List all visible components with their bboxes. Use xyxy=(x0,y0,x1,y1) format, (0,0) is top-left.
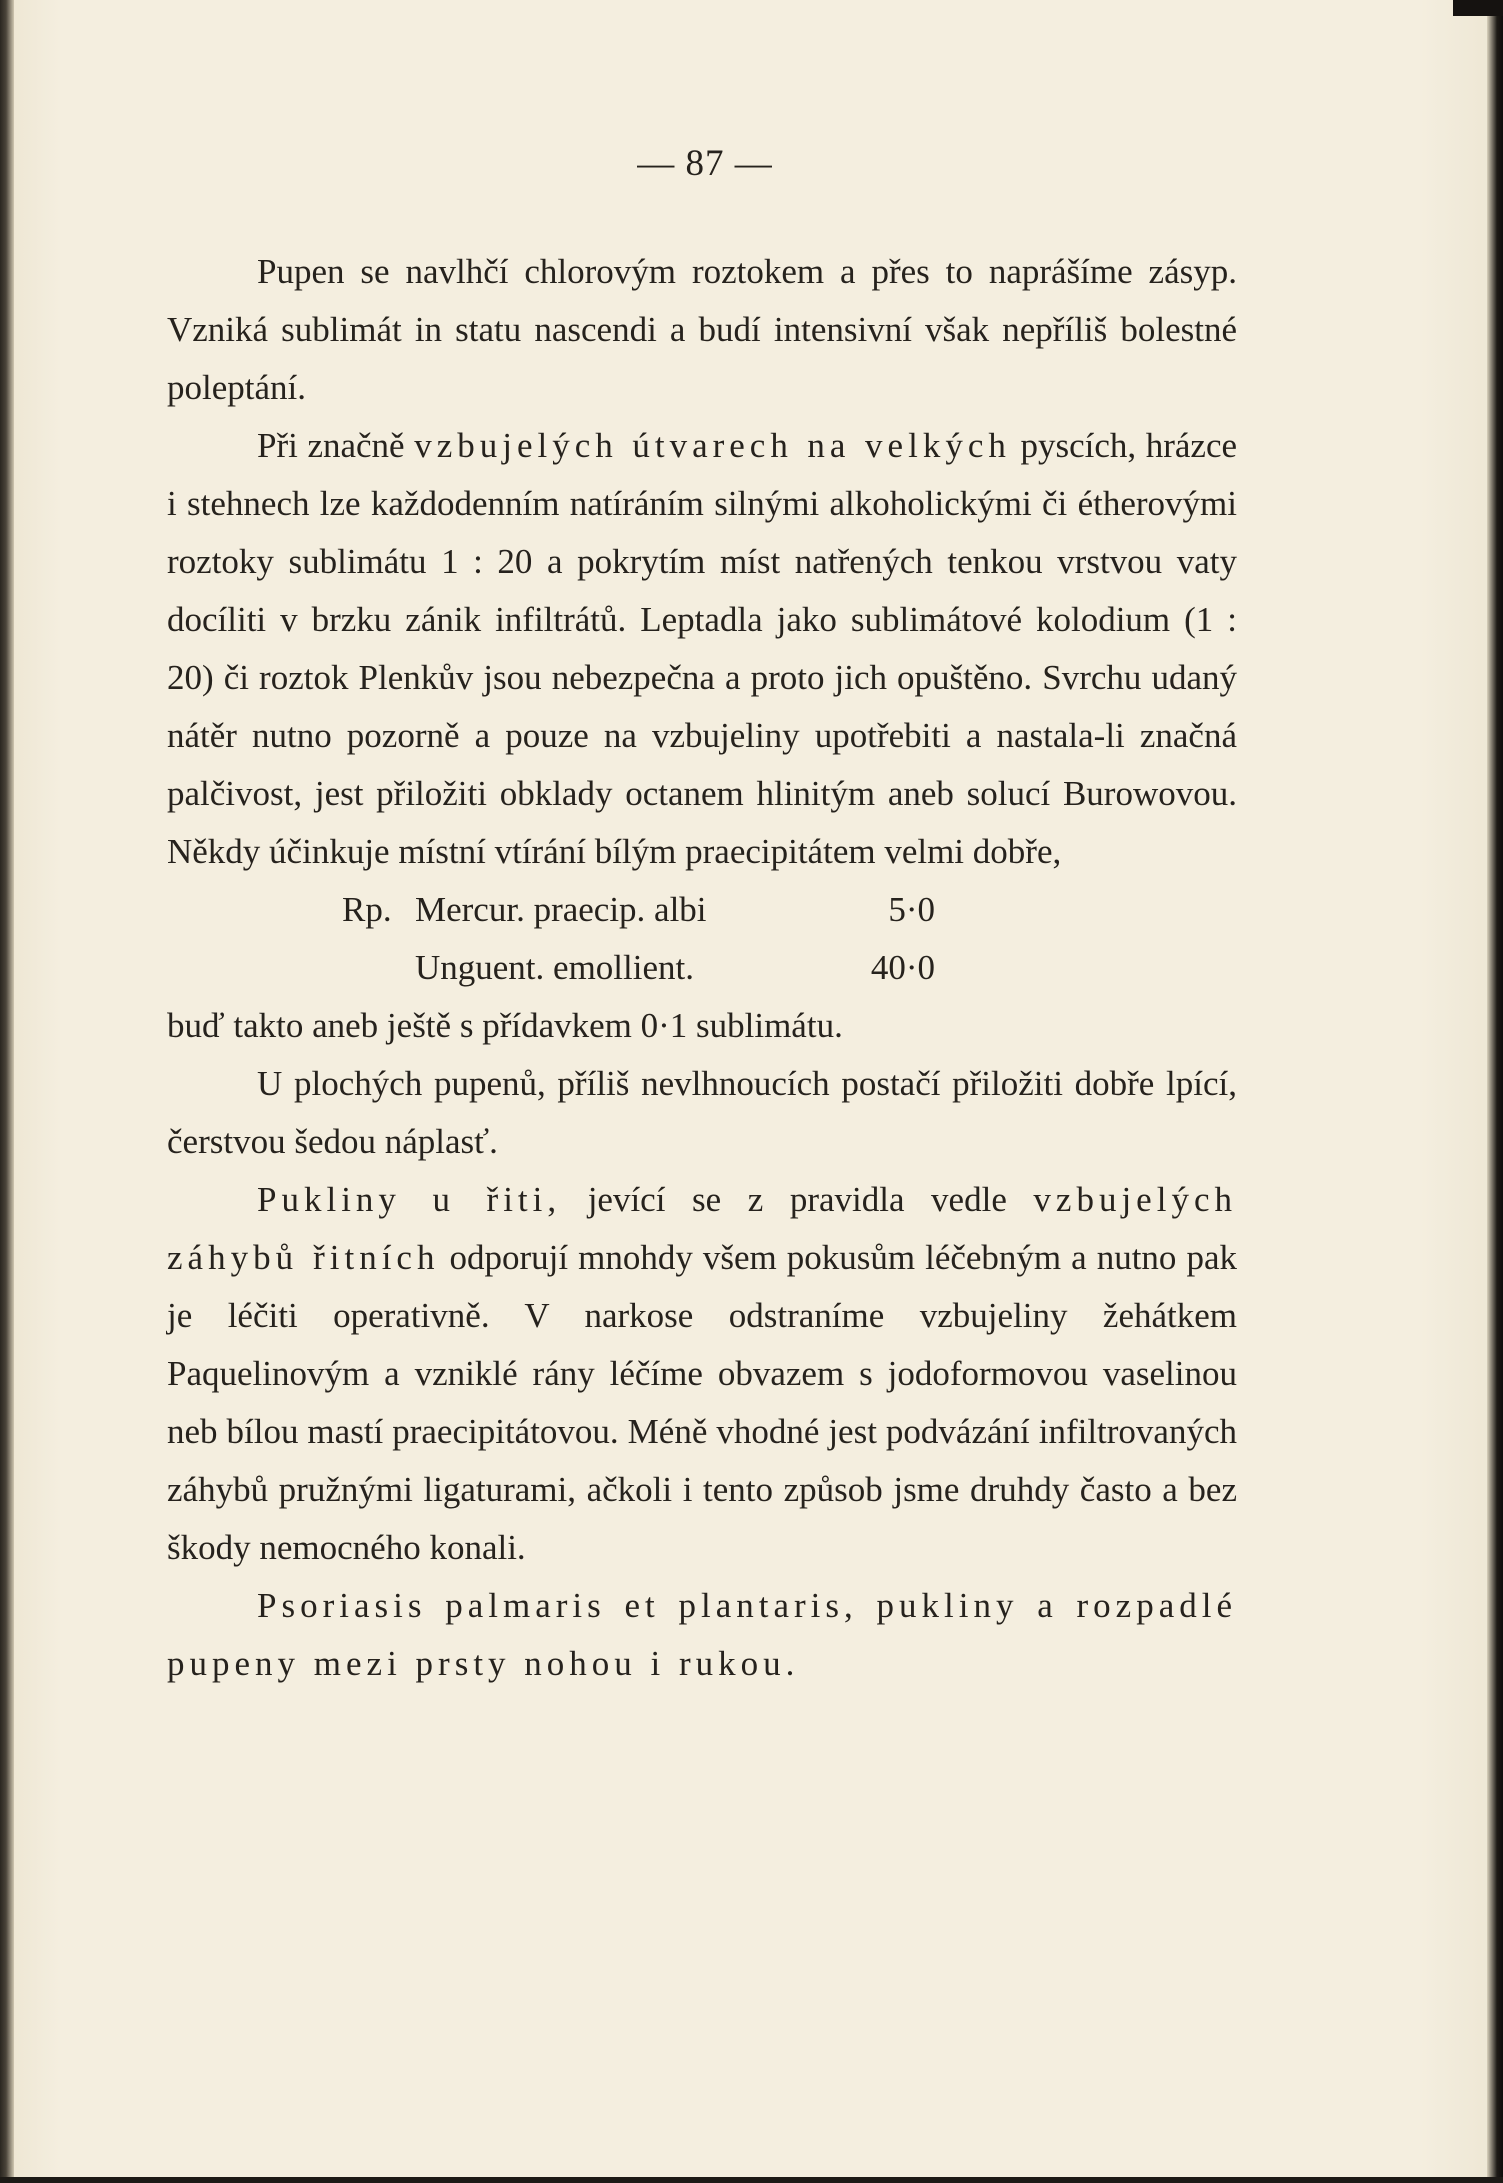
page-number: — 87 — xyxy=(637,143,773,184)
paragraph-2 xyxy=(167,417,1237,881)
prescription-quantity: 40·0 xyxy=(870,948,935,987)
prescription-quantity: 5·0 xyxy=(888,890,935,929)
paragraph-2-spaced: vzbujelých útvarech na velkých xyxy=(414,426,1011,465)
paragraph-4: U plochých pupenů, příliš nevlhnoucích postačí přiložiti dobře lpící, čerstvou šedou náplasť. xyxy=(167,1064,1237,1161)
paragraph-3: buď takto aneb ještě s přídavkem 0·1 sublimátu. xyxy=(167,1006,843,1045)
paragraph-5-spaced-a: Pukliny u řiti, xyxy=(257,1180,562,1219)
book-gutter-shadow xyxy=(0,0,14,2183)
prescription xyxy=(167,881,1237,997)
paragraph-1: Pupen se navlhčí chlorovým roztokem a přes to naprášíme zásyp. Vzniká sublimát in statu nascendi a budí intensivní však nepříliš bolestné poleptání. xyxy=(167,252,1237,407)
prescription-row xyxy=(167,939,1237,997)
body-text xyxy=(167,243,1237,1693)
paragraph-5 xyxy=(167,1171,1237,1577)
paragraph-2-rest: pyscích, hrázce i stehnech lze každodenním natíráním silnými alkoholickými či étherovými roztoky sublimátu 1 : 20 a pokrytím míst natřených tenkou vrstvou vaty docíliti v brzku zánik infiltrátů. Leptadla jako sublimátové kolodium (1 : 20) či roztok Plenkův jsou nebezpečna a proto jich opuštěno. Svrchu udaný nátěr nutno pozorně a pouze na vzbujeliny upotřebiti a nastala-li značná palčivost, jest přiložiti obklady octanem hlinitým aneb solucí Burowovou. Někdy účinkuje místní vtírání bílým praecipitátem velmi dobře, xyxy=(167,426,1238,871)
bottom-page-edge xyxy=(0,2177,1503,2183)
prescription-row xyxy=(167,881,1237,939)
paragraph-5-mid: jevící se z pravidla vedle xyxy=(561,1180,1034,1219)
paragraph-2-lead: Při značně xyxy=(257,426,405,465)
paragraph-5-spaced-b: vzbujelých záhybů řitních xyxy=(167,1180,1237,1277)
prescription-label: Rp. xyxy=(342,890,392,929)
right-page-edge xyxy=(1487,0,1503,2183)
corner-shadow xyxy=(1453,0,1503,16)
prescription-ingredient: Mercur. praecip. albi xyxy=(415,890,707,929)
paragraph-5-rest: odporují mnohdy všem pokusům léčebným a nutno pak je léčiti operativně. V narkose odstraníme vzbujeliny žehátkem Paquelinovým a vzniklé rány léčíme obvazem s jodoformovou vaselinou neb bílou mastí praecipitátovou. Méně vhodné jest podvázání infiltrovaných záhybů pružnými ligaturami, ačkoli i tento způsob jsme druhdy často a bez škody nemocného konali. xyxy=(167,1238,1237,1567)
paragraph-6: Psoriasis palmaris et plantaris, pukliny a rozpadlé pupeny mezi prsty nohou i rukou. xyxy=(167,1586,1237,1683)
prescription-ingredient: Unguent. emollient. xyxy=(415,948,694,987)
